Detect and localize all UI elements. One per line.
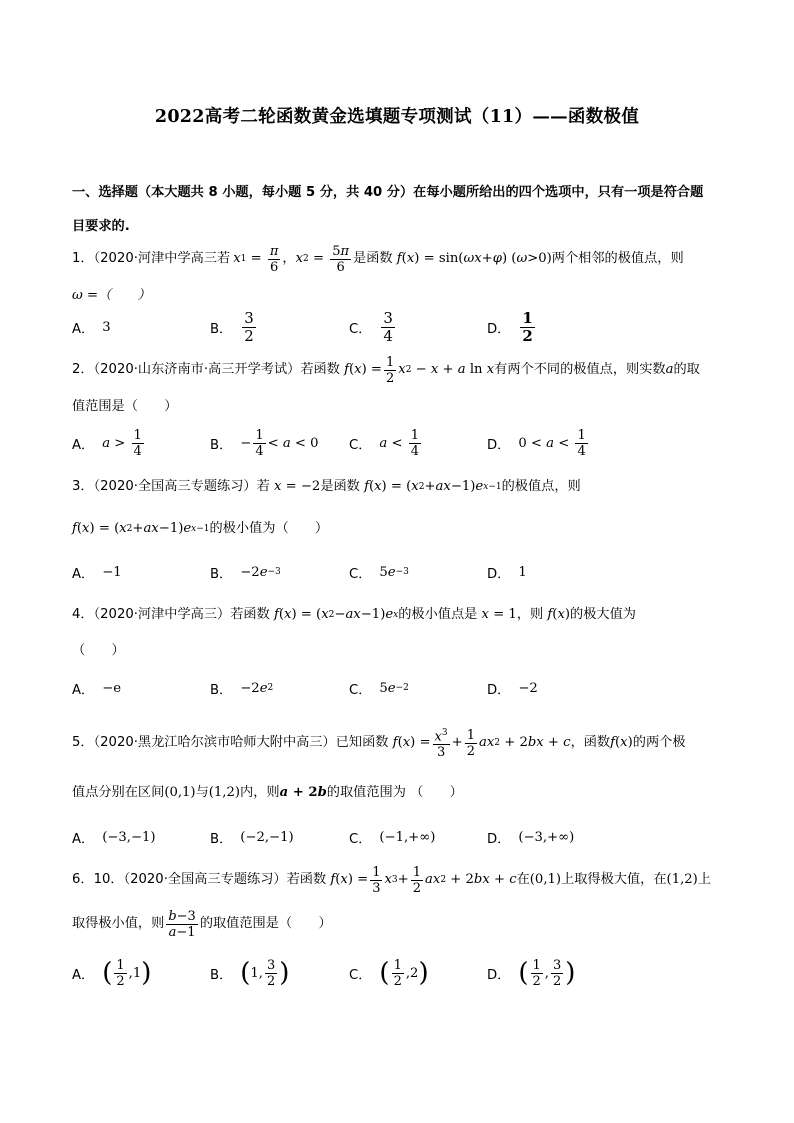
option-b[interactable]: B． − $\frac{1}{4}$ < a < 0: [210, 427, 319, 459]
question-1-prefix: 1．（2020·河津中学高三若: [72, 251, 231, 266]
section-heading-line-2: 目要求的.: [72, 219, 130, 234]
fraction-pi-over-6: $\frac{\pi}{6}$: [269, 243, 279, 275]
option-a[interactable]: A． −1: [72, 564, 122, 582]
option-d[interactable]: D． −2: [487, 680, 538, 698]
question-1-suffix: 两个相邻的极值点，则: [551, 251, 684, 266]
question-4-line-2: （ ）: [72, 643, 125, 658]
section-heading-line-1: 一、选择题（本大题共 8 小题，每小题 5 分，共 40 分）在每小题所给出的四个选项中，只有一项是符合题: [72, 185, 704, 200]
option-d[interactable]: D． (−3,+∞): [487, 829, 575, 847]
fraction-5pi-over-6: $\frac{5\pi}{6}$: [332, 243, 350, 275]
question-5-options: [72, 817, 732, 857]
document-page: 2022高考二轮函数黄金选填题专项测试（11）——函数极值 一、选择题（本大题共 8 小题，每小题 5 分，共 40 分）在每小题所给出的四个选项中，只有一项是符合题 目要求的. 1．（2020·河津中学高三若 x 1 = $\frac{\pi}{6}$ ， x 2 = $\frac{5\pi}{6}$ 是函数 f ( x ) = sin( ωx + φ ) ( ω >0) 两个相邻的极值点，则 ω =（ ） A． 3 B． $\frac{3}{2}$ C． $\frac{3}{4}$ D． $\frac{1}{2}$ 2．（2020·山东济南市·高三开学考试）若函数 f ( x ) = $\frac{1}{2}$ x 2 − x + a ln x 有两个不同的极值点，则实数 a 的取 值范围是（ ） A． a > $\frac{1}{4}$ B． − $\frac{1}{4}$ < a < 0 C． a < $\frac{1}{4}$ D． 0 < a < $\frac{1}{4}$ 3．（2020·全国高三专题练习）若 x = −2 是函数 f ( x ) = ( x 2 + ax −1) e x−1 的极值点，则 f ( x ) = ( x 2 + ax −1) e x−1 的极小值为（ ） A． −1 B． −2 e −3 C． 5 e −3 D． 1 4．（2020·河津中学高三）若函数 f ( x ) = ( x 2 − ax −1) e x 的极小值点是 x = 1 ，则 f ( x ) 的极大值为 （ ） A． −e B． −2 e 2 C． 5 e −2 D． −2 5．（2020·黑龙江哈尔滨市哈师大附中高三）已知函数 f ( x ) = $\frac{x^3}{3}$ + $\frac{1}{2}$ ax 2 + 2 bx + c ，函数 f ( x ) 的两个极 值点分别在区间 (0,1) 与 (1,2) 内，则 a + 2 b 的取值范围为 （ ） A． (−3,−1) B． (−2,−1) C． (−1,+∞) D． (−3,+∞) 6．10．（2020·全国高三专题练习）若函数 f ( x ) = $\frac{1}{3}$ x 3 + $\frac{1}{2}$ ax 2 + 2 bx + c 在 (0,1) 上取得极大值，在 (1,2) 上 取得极小值，则 $\frac{b-3}{a-1}$ 的取值范围是（ ） A． ( $\frac{1}{2}$ ,1 ) B． ( 1, $\frac{3}{2}$ ) C． ( $\frac{1}{2}$ ,2 ) D． ( $\frac{1}{2}$ , $\frac{3}{2}$ ): [0, 0, 794, 1123]
question-1-line-2: ω =（ ）: [72, 288, 151, 303]
option-d[interactable]: D． 1: [487, 564, 527, 582]
option-b[interactable]: B． ( 1, $\frac{3}{2}$ ): [210, 957, 290, 989]
option-d[interactable]: D． ( $\frac{1}{2}$ , $\frac{3}{2}$ ): [487, 957, 576, 989]
question-3-options: [72, 552, 732, 592]
option-c[interactable]: C． ( $\frac{1}{2}$ ,2 ): [349, 957, 429, 989]
option-a[interactable]: A． (−3,−1): [72, 829, 156, 847]
question-4-options: [72, 668, 732, 708]
option-d[interactable]: D． 0 < a < $\frac{1}{4}$: [487, 427, 586, 459]
option-a[interactable]: A． ( $\frac{1}{2}$ ,1 ): [72, 957, 152, 989]
option-a[interactable]: A． 3: [72, 319, 111, 337]
option-b[interactable]: B． −2 e 2: [210, 680, 274, 698]
question-6-options: [72, 953, 732, 993]
option-c[interactable]: C． (−1,+∞): [349, 829, 436, 847]
question-2-options: [72, 423, 732, 463]
question-1-options: [72, 307, 732, 347]
option-b[interactable]: B． $\frac{3}{2}$: [210, 308, 254, 345]
question-2-line-2: 值范围是（ ）: [72, 399, 178, 414]
page-title: 2022高考二轮函数黄金选填题专项测试（11）——函数极值: [154, 107, 640, 127]
option-c[interactable]: C． a < $\frac{1}{4}$: [349, 427, 419, 459]
option-c[interactable]: C． $\frac{3}{4}$: [349, 308, 393, 345]
option-b[interactable]: B． −2 e −3: [210, 564, 281, 582]
option-b[interactable]: B． (−2,−1): [210, 829, 294, 847]
option-a[interactable]: A． −e: [72, 680, 122, 698]
option-a[interactable]: A． a > $\frac{1}{4}$: [72, 427, 142, 459]
option-d[interactable]: D． $\frac{1}{2}$: [487, 308, 533, 345]
option-c[interactable]: C． 5 e −2: [349, 680, 409, 698]
option-c[interactable]: C． 5 e −3: [349, 564, 409, 582]
section-heading: [72, 176, 732, 244]
